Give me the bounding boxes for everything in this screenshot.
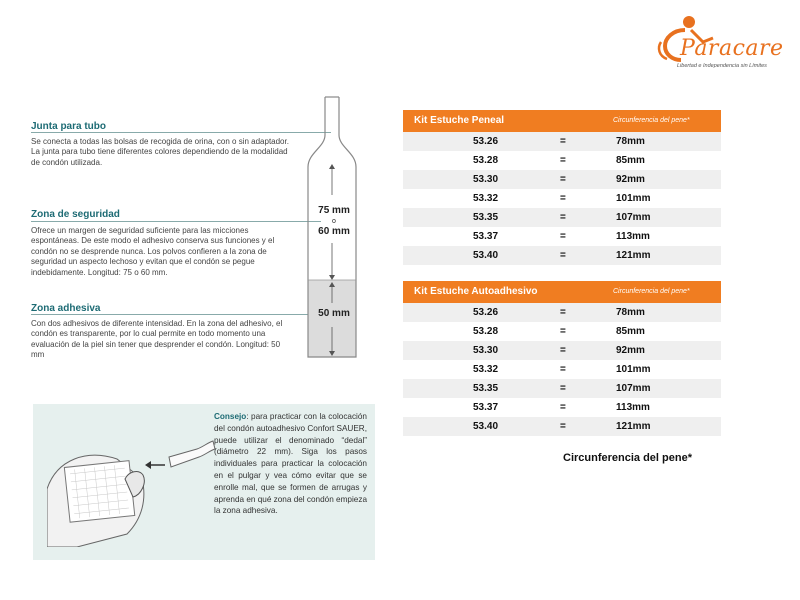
row-equals: = (560, 402, 566, 413)
section-text-zona-adhesiva: Con dos adhesivos de diferente intensidad. En la zona del adhesivo, el condón es transparente, por lo cual permite en todo momento una evaluación de la piel sin tener que desprender el condón. Longitud: 50 mm (31, 319, 283, 360)
row-size: 107mm (616, 212, 651, 223)
section-title-junta: Junta para tubo (31, 121, 107, 132)
row-size: 101mm (616, 364, 651, 375)
row-equals: = (560, 307, 566, 318)
table-row (403, 417, 721, 436)
row-size: 78mm (616, 307, 645, 318)
table-row (403, 379, 721, 398)
brand-tagline: Libertad e Independencia sin Límites (677, 63, 767, 69)
measure-50mm: 50 mm (318, 308, 350, 319)
row-equals: = (560, 231, 566, 242)
row-code: 53.28 (473, 326, 499, 337)
row-equals: = (560, 364, 566, 375)
row-size: 92mm (616, 345, 645, 356)
row-code: 53.26 (473, 136, 499, 147)
row-equals: = (560, 212, 566, 223)
row-size: 85mm (616, 155, 645, 166)
table-row (403, 303, 721, 322)
table-kit-peneal (403, 110, 721, 265)
row-size: 78mm (616, 136, 645, 147)
row-size: 113mm (616, 231, 650, 242)
row-equals: = (560, 421, 566, 432)
table-row (403, 132, 721, 151)
row-size: 92mm (616, 174, 645, 185)
tip-text (214, 411, 367, 517)
row-code: 53.30 (473, 174, 499, 185)
footnote: Circunferencia del pene* (563, 452, 692, 464)
row-code: 53.40 (473, 250, 499, 261)
row-size: 113mm (616, 402, 650, 413)
row-code: 53.40 (473, 421, 499, 432)
row-code: 53.28 (473, 155, 499, 166)
section-title-zona-seguridad: Zona de seguridad (31, 209, 120, 220)
table-column-note: Circunferencia del pene* (613, 117, 690, 124)
row-equals: = (560, 136, 566, 147)
row-code: 53.32 (473, 364, 499, 375)
table-row (403, 246, 721, 265)
row-equals: = (560, 174, 566, 185)
table-title: Kit Estuche Autoadhesivo (414, 286, 538, 297)
row-code: 53.30 (473, 345, 499, 356)
row-code: 53.26 (473, 307, 499, 318)
section-text-junta: Se conecta a todas las bolsas de recogida de orina, con o sin adaptador. La junta para tubo tiene diferentes colores dependiendo de la modalidad de condón utilizada. (31, 137, 289, 167)
row-code: 53.32 (473, 193, 499, 204)
thumb-practice-illustration-icon (47, 419, 232, 547)
row-equals: = (560, 155, 566, 166)
tip-label: Consejo (214, 412, 247, 421)
table-title: Kit Estuche Peneal (414, 115, 505, 126)
table-row (403, 398, 721, 417)
table-row (403, 208, 721, 227)
table-row (403, 322, 721, 341)
row-equals: = (560, 345, 566, 356)
row-equals: = (560, 383, 566, 394)
table-row (403, 170, 721, 189)
table-column-note: Circunferencia del pene* (613, 288, 690, 295)
measure-60mm: 60 mm (318, 226, 350, 237)
leader-line-adhesiva (31, 314, 316, 315)
row-code: 53.35 (473, 383, 499, 394)
brand-logo (655, 12, 795, 72)
brand-name: Paracare (680, 36, 784, 61)
leader-line-junta (31, 132, 331, 133)
leader-line-seguridad (31, 221, 321, 222)
table-row (403, 189, 721, 208)
table-row (403, 360, 721, 379)
measure-or: o (332, 218, 336, 225)
table-kit-autoadhesivo (403, 281, 721, 436)
tip-body: : para practicar con la colocación del condón autoadhesivo Confort SAUER, puede utilizar el denominado “dedal” (diámetro 22 mm). Siga los pasos individuales para practicar la colocación en el pulgar y vea cómo evitar que se enrolle mal, que se formen de arrugas y aprenda en qué zona del condón empieza la zona adhesiva. (214, 412, 367, 516)
table-row (403, 341, 721, 360)
section-title-zona-adhesiva: Zona adhesiva (31, 303, 101, 314)
table-row (403, 227, 721, 246)
row-equals: = (560, 250, 566, 261)
row-equals: = (560, 326, 566, 337)
table-header (403, 281, 721, 303)
row-size: 107mm (616, 383, 651, 394)
row-size: 85mm (616, 326, 645, 337)
measure-75mm: 75 mm (318, 205, 350, 216)
row-size: 101mm (616, 193, 651, 204)
row-size: 121mm (616, 421, 651, 432)
row-size: 121mm (616, 250, 651, 261)
row-code: 53.37 (473, 402, 499, 413)
section-text-zona-seguridad: Ofrece un margen de seguridad suficiente para las micciones espontáneas. De este modo el adhesivo conserva sus funciones y el condón no se desprende nunca. Los polvos confieren a la zona de seguridad un aspecto lechoso y evitan que el condón se pegue indebidamente. Longitud: 75 o 60 mm. (31, 226, 275, 277)
row-code: 53.37 (473, 231, 499, 242)
row-code: 53.35 (473, 212, 499, 223)
tip-box (33, 404, 375, 560)
table-header (403, 110, 721, 132)
condom-diagram (302, 95, 362, 370)
table-row (403, 151, 721, 170)
row-equals: = (560, 193, 566, 204)
